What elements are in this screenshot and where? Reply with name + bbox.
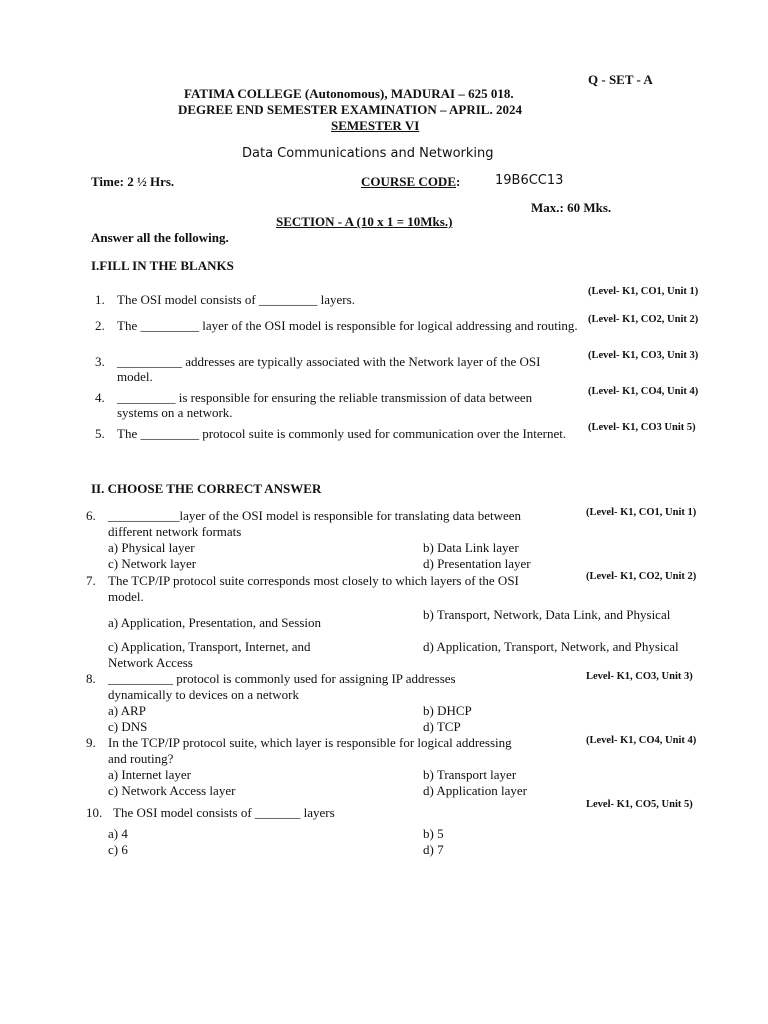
q7-text: The TCP/IP protocol suite corresponds most closely to which layers of the OSI model. [108,573,519,604]
q8-number: 8. [86,671,96,686]
part1-heading: I.FILL IN THE BLANKS [91,258,234,273]
q9-option-c: c) Network Access layer [108,783,236,798]
q9-option-a: a) Internet layer [108,767,192,782]
q10-text: The OSI model consists of _______ layers [113,805,335,820]
q6-text: ___________layer of the OSI model is responsible for translating data between different network formats [108,508,522,539]
q10-option-a: a) 4 [108,826,128,841]
q9-level: (Level- K1, CO4, Unit 4) [586,735,697,746]
q10-number: 10. [86,805,103,820]
course-code [361,174,460,190]
course-code-value: 19B6CC13 [495,173,564,188]
q9-text: In the TCP/IP protocol suite, which layer is responsible for logical addressing and routing? [108,735,512,766]
q4-level: (Level- K1, CO4, Unit 4) [588,386,699,397]
q2-text: The _________ layer of the OSI model is responsible for logical addressing and routing. [117,318,578,333]
q8-option-d: d) TCP [423,719,461,734]
q9-option-d: d) Application layer [423,783,527,798]
max-marks: Max.: 60 Mks. [531,200,612,215]
q6-level: (Level- K1, CO1, Unit 1) [586,507,697,518]
q10-option-d: d) 7 [423,842,444,857]
q7-option-d: d) Application, Transport, Network, and Physical [423,639,679,654]
q5-level: (Level- K1, CO3 Unit 5) [588,422,696,433]
q6-option-d: d) Presentation layer [423,556,531,571]
q6-option-b: b) Data Link layer [423,540,519,555]
q8-option-a: a) ARP [108,703,146,718]
q7-option-c: c) Application, Transport, Internet, and Network Access [108,639,311,670]
q5-text: The _________ protocol suite is commonly used for communication over the Internet. [117,426,567,441]
course-code-colon: : [456,174,461,189]
q8-option-b: b) DHCP [423,703,472,718]
q6-option-a: a) Physical layer [108,540,195,555]
q3-text: __________ addresses are typically associated with the Network layer of the OSI model. [117,354,541,384]
q8-level: Level- K1, CO3, Unit 3) [586,671,693,682]
q10-option-c: c) 6 [108,842,128,857]
instruction-text: Answer all the following. [91,230,229,245]
q2-level: (Level- K1, CO2, Unit 2) [588,314,699,325]
q6-option-c: c) Network layer [108,556,197,571]
q7-level: (Level- K1, CO2, Unit 2) [586,571,697,582]
q7-option-b: b) Transport, Network, Data Link, and Physical [423,607,671,622]
part2-heading: II. CHOOSE THE CORRECT ANSWER [91,481,322,496]
q1-level: (Level- K1, CO1, Unit 1) [588,286,699,297]
q8-option-c: c) DNS [108,719,148,734]
q10-level: Level- K1, CO5, Unit 5) [586,799,693,810]
q3-number: 3. [95,354,105,369]
exam-title: DEGREE END SEMESTER EXAMINATION – APRIL. 2024 [178,102,522,117]
q6-number: 6. [86,508,96,523]
section-heading: SECTION - A (10 x 1 = 10Mks.) [276,214,453,229]
q4-number: 4. [95,390,105,405]
q10-option-b: b) 5 [423,826,444,841]
q3-level: (Level- K1, CO3, Unit 3) [588,350,699,361]
q2-number: 2. [95,318,105,333]
q1-text: The OSI model consists of _________ layers. [117,292,355,307]
q9-option-b: b) Transport layer [423,767,517,782]
q8-text: __________ protocol is commonly used for assigning IP addresses dynamically to devices on a network [108,671,456,702]
q9-number: 9. [86,735,96,750]
q7-number: 7. [86,573,96,588]
subject-title: Data Communications and Networking [242,146,494,161]
course-code-label: COURSE CODE [361,174,456,189]
q1-number: 1. [95,292,105,307]
semester-label: SEMESTER VI [331,118,420,133]
exam-duration: Time: 2 ½ Hrs. [91,174,175,189]
question-set-label: Q - SET - A [588,72,653,87]
q7-option-a: a) Application, Presentation, and Session [108,615,322,630]
college-name: FATIMA COLLEGE (Autonomous), MADURAI – 625 018. [184,86,514,101]
q5-number: 5. [95,426,105,441]
q4-text: _________ is responsible for ensuring the reliable transmission of data between systems on a network. [117,390,533,420]
